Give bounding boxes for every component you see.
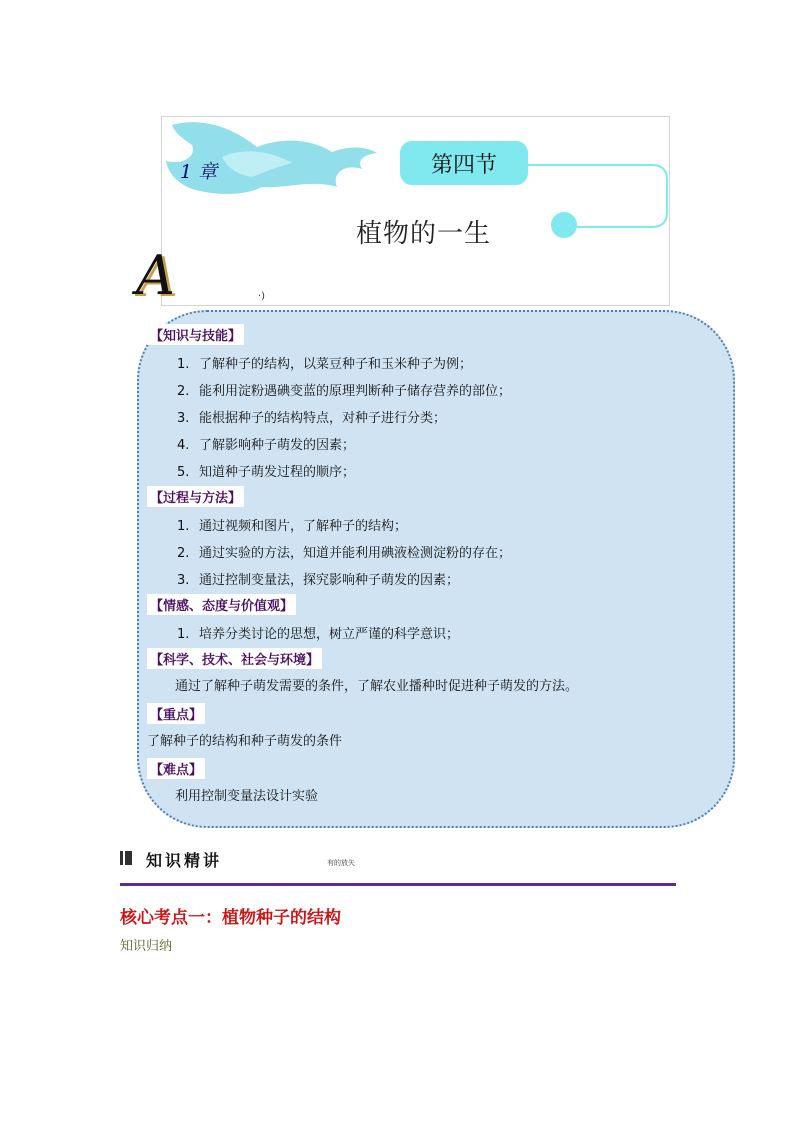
section-label: 第四节 [400,141,528,185]
svg-text:·): ·) [258,291,266,302]
list-item: 3. 通过控制变量法，探究影响种子萌发的因素； [177,573,460,588]
learning-objectives-box [137,310,735,828]
book-icon [120,851,132,865]
emotion-values-heading: 【情感、态度与价值观】 [147,594,296,615]
list-item: 5. 知道种子萌发过程的顺序； [177,465,356,480]
list-item: 2. 通过实验的方法，知道并能利用碘液检测淀粉的存在； [177,546,512,561]
sts-heading: 【科学、技术、社会与环境】 [147,648,322,669]
list-item: 3. 能根据种子的结构特点，对种子进行分类； [177,411,447,426]
key-point-heading: 【重点】 [147,703,205,724]
list-item: 1. 了解种子的结构，以菜豆种子和玉米种子为例； [177,357,473,372]
list-item: 2. 能利用淀粉遇碘变蓝的原理判断种子储存营养的部位； [177,384,512,399]
knowledge-section-header [120,848,676,888]
divider [120,883,676,886]
list-item: 1. 通过视频和图片，了解种子的结构； [177,519,408,534]
sts-text: 通过了解种子萌发需要的条件，了解农业播种时促进种子萌发的方法。 [175,679,579,694]
page-title: 植物的一生 [356,219,492,249]
key-point-text: 了解种子的结构和种子萌发的条件 [147,734,343,749]
section-title: 知识精讲 [146,851,223,870]
process-methods-heading: 【过程与方法】 [147,486,244,507]
list-item: 1. 培养分类讨论的思想，树立严谨的科学意识； [177,627,460,642]
section-note: 有的放矢 [327,859,355,867]
summary-label: 知识归纳 [120,939,173,954]
difficult-point-text: 利用控制变量法设计实验 [175,789,319,804]
chapter-banner [136,116,670,307]
decorative-letter: A [136,244,175,307]
knowledge-skills-heading: 【知识与技能】 [147,324,244,345]
difficult-point-heading: 【难点】 [147,758,205,779]
chapter-label: 1 章 [180,161,218,183]
list-item: 4. 了解影响种子萌发的因素； [177,438,356,453]
core-point-heading: 核心考点一：植物种子的结构 [120,908,341,928]
